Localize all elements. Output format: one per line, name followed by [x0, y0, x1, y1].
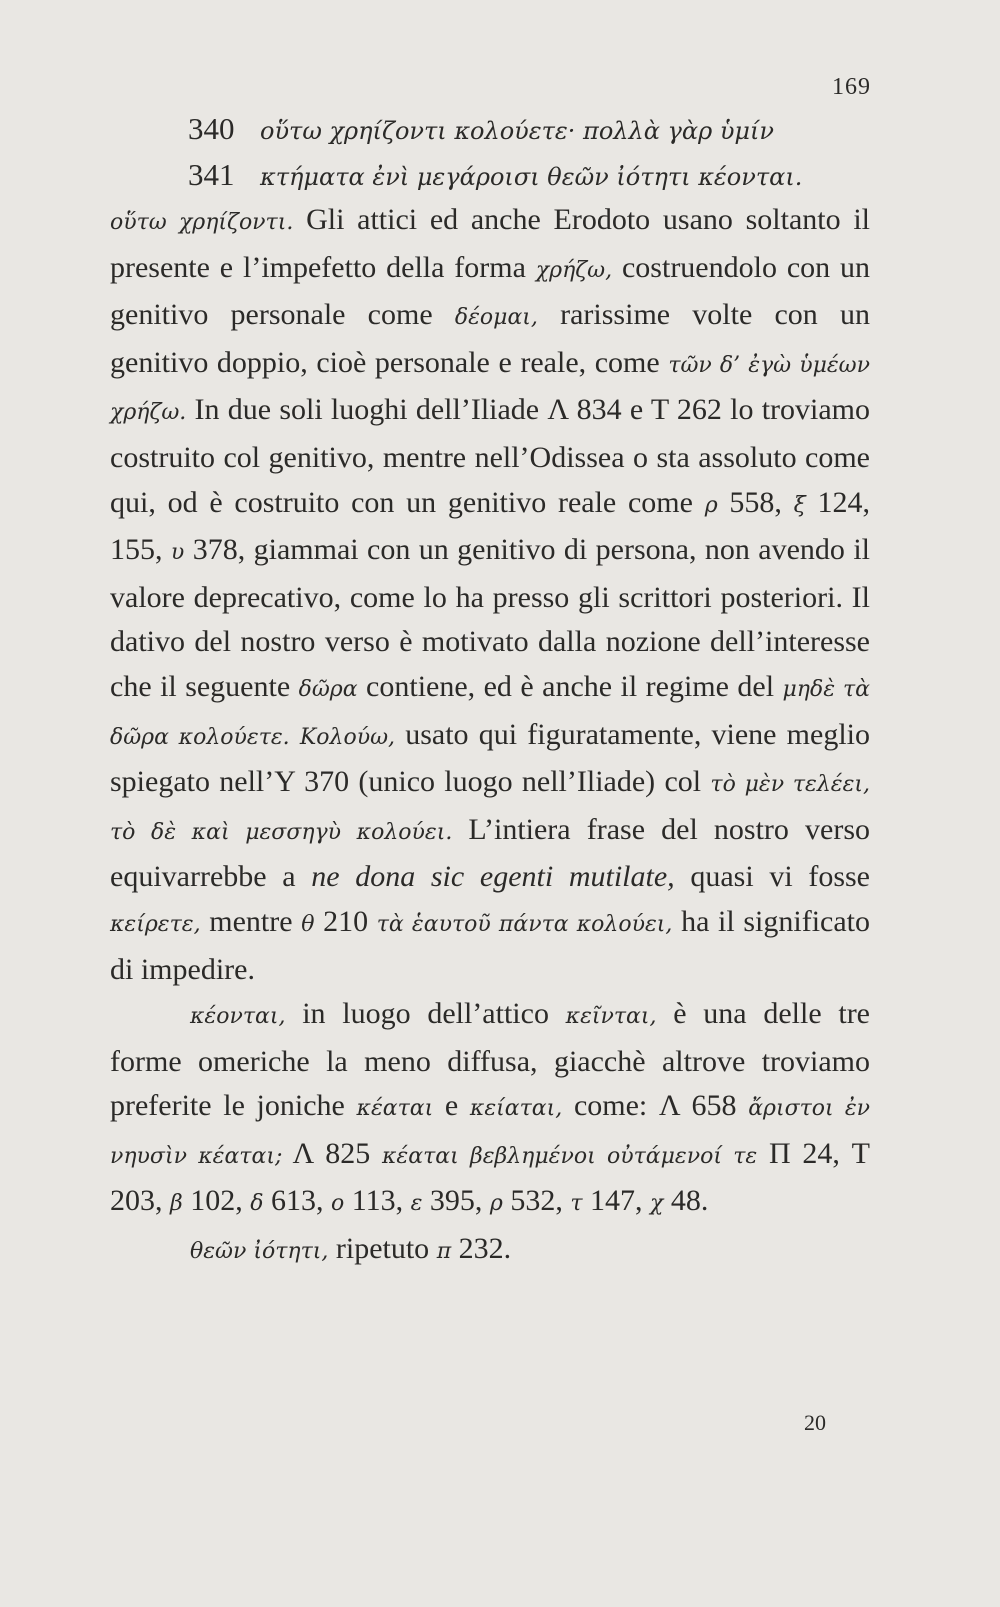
prose-text: 147,: [582, 1184, 651, 1218]
greek-quote: ρ: [489, 1191, 503, 1217]
greek-quote: τὸ μὲν τελέει, τὸ δὲ καὶ μεσσηγὺ κολούει.: [110, 772, 871, 845]
verse-line: [188, 107, 888, 153]
prose-text: e: [433, 1089, 470, 1123]
greek-quote: β: [170, 1191, 183, 1217]
prose-text: 613,: [263, 1184, 331, 1218]
greek-quote: τ: [570, 1191, 583, 1217]
verse-number: 340: [188, 111, 235, 146]
prose-text: In due soli luoghi dell’Iliade Λ 834 e T 262 lo troviamo costruito col genitivo, mentre nell’Odissea o sta assoluto come qui, od è costruito con un genitivo reale come: [110, 393, 870, 519]
prose-text: usato qui figuratamente, viene meglio spiegato nell’Υ 370 (unico luogo nell’Iliade) col: [110, 717, 871, 799]
greek-quote: δῶρα: [298, 676, 358, 702]
prose-text: rarissime volte con un genitivo doppio, cioè personale e reale, come: [110, 298, 870, 379]
greek-quote: υ: [170, 540, 185, 566]
greek-quote: χρήζω,: [535, 257, 613, 283]
prose-text: Gli attici ed anche Erodoto usano soltanto il presente e l’impefetto della forma: [110, 203, 870, 284]
greek-quote: ο: [330, 1191, 345, 1217]
greek-quote: τὰ ἑαυτοῦ πάντα κολούει,: [376, 911, 673, 937]
greek-quote: κείρετε,: [110, 911, 201, 937]
prose-text: 210: [314, 904, 377, 938]
prose-text: 532,: [502, 1184, 571, 1218]
prose-text: 378, giammai con un genitivo di persona, non avendo il valore deprecativo, come lo ha presso gli scrittori posteriori. Il dativo del nostro verso è motivato dalla nozione dell’interesse che il seguente: [110, 533, 870, 703]
prose-text: è una delle tre forme omeriche la meno diffusa, giacchè altrove troviamo preferite le joniche: [110, 997, 870, 1123]
prose-text: [290, 718, 300, 751]
greek-quote: κείαται,: [469, 1096, 563, 1122]
prose-text: L’intiera frase del nostro verso equivarrebbe a: [110, 812, 870, 894]
greek-quote: ἄριστοι ἐν νηυσὶν κέαται;: [110, 1096, 870, 1169]
latin-gloss: ne dona sic egenti mutilate,: [311, 860, 675, 894]
greek-quote: χ: [650, 1191, 664, 1217]
commentary-body: [110, 198, 870, 1275]
greek-quote: ρ: [704, 492, 718, 518]
prose-text: Π 24, T 203,: [110, 1136, 870, 1218]
prose-text: ha il significato di impedire.: [110, 904, 871, 986]
greek-quote: μηδὲ τὰ δῶρα κολούετε.: [110, 676, 870, 750]
greek-quote: τῶν δ’ ἐγὼ ὑμέων χρήζω.: [110, 352, 870, 426]
greek-quote: κέαται βεβλημένοι οὐτάμενοί τε: [381, 1143, 758, 1169]
verse-text: οὕτω χρηίζοντι κολούετε· πολλὰ γὰρ ὑμίν: [260, 117, 775, 145]
greek-quote: δ: [250, 1191, 264, 1217]
prose-text: 113,: [344, 1184, 411, 1218]
prose-text: 102,: [182, 1184, 251, 1218]
greek-quote: Κολούω,: [299, 724, 396, 750]
verse-number: 341: [188, 157, 235, 192]
greek-quote: θ: [301, 911, 315, 937]
prose-text: quasi vi fosse: [674, 860, 870, 894]
prose-text: 48.: [663, 1184, 709, 1218]
greek-quote: ξ: [793, 492, 806, 518]
prose-text: in luogo dell’attico: [285, 997, 566, 1031]
greek-quote: κέαται: [356, 1096, 434, 1122]
prose-text: 124, 155,: [110, 485, 871, 567]
greek-quote: οὕτω χρηίζοντι.: [110, 210, 294, 235]
verse-line: [188, 153, 888, 199]
greek-quote: κεῖνται,: [565, 1004, 657, 1030]
page-number: 169: [832, 74, 871, 100]
greek-quote: δέομαι,: [454, 305, 538, 331]
greek-quote: ε: [410, 1191, 423, 1217]
prose-text: ripetuto: [328, 1232, 437, 1266]
greek-quote: θεῶν ἰότητι,: [190, 1239, 329, 1265]
prose-text: 232.: [451, 1232, 512, 1266]
signature-mark: 20: [804, 1410, 826, 1435]
prose-text: costruendolo con un genitivo personale come: [110, 250, 871, 332]
commentary-paragraph: [110, 198, 870, 992]
verse-block: [188, 107, 888, 199]
greek-quote: π: [436, 1239, 452, 1265]
prose-text: Λ 825: [282, 1136, 382, 1170]
commentary-paragraph: [110, 992, 870, 1227]
prose-text: mentre: [200, 904, 302, 938]
verse-text: κτήματα ἐνὶ μεγάροισι θεῶν ἰότητι κέονται.: [260, 163, 803, 191]
greek-quote: κέονται,: [190, 1004, 286, 1030]
commentary-paragraph: [110, 1227, 870, 1275]
prose-text: 558,: [717, 485, 794, 519]
prose-text: come: Λ 658: [562, 1089, 749, 1123]
prose-text: 395,: [422, 1184, 490, 1218]
prose-text: contiene, ed è anche il regime del: [357, 669, 783, 703]
